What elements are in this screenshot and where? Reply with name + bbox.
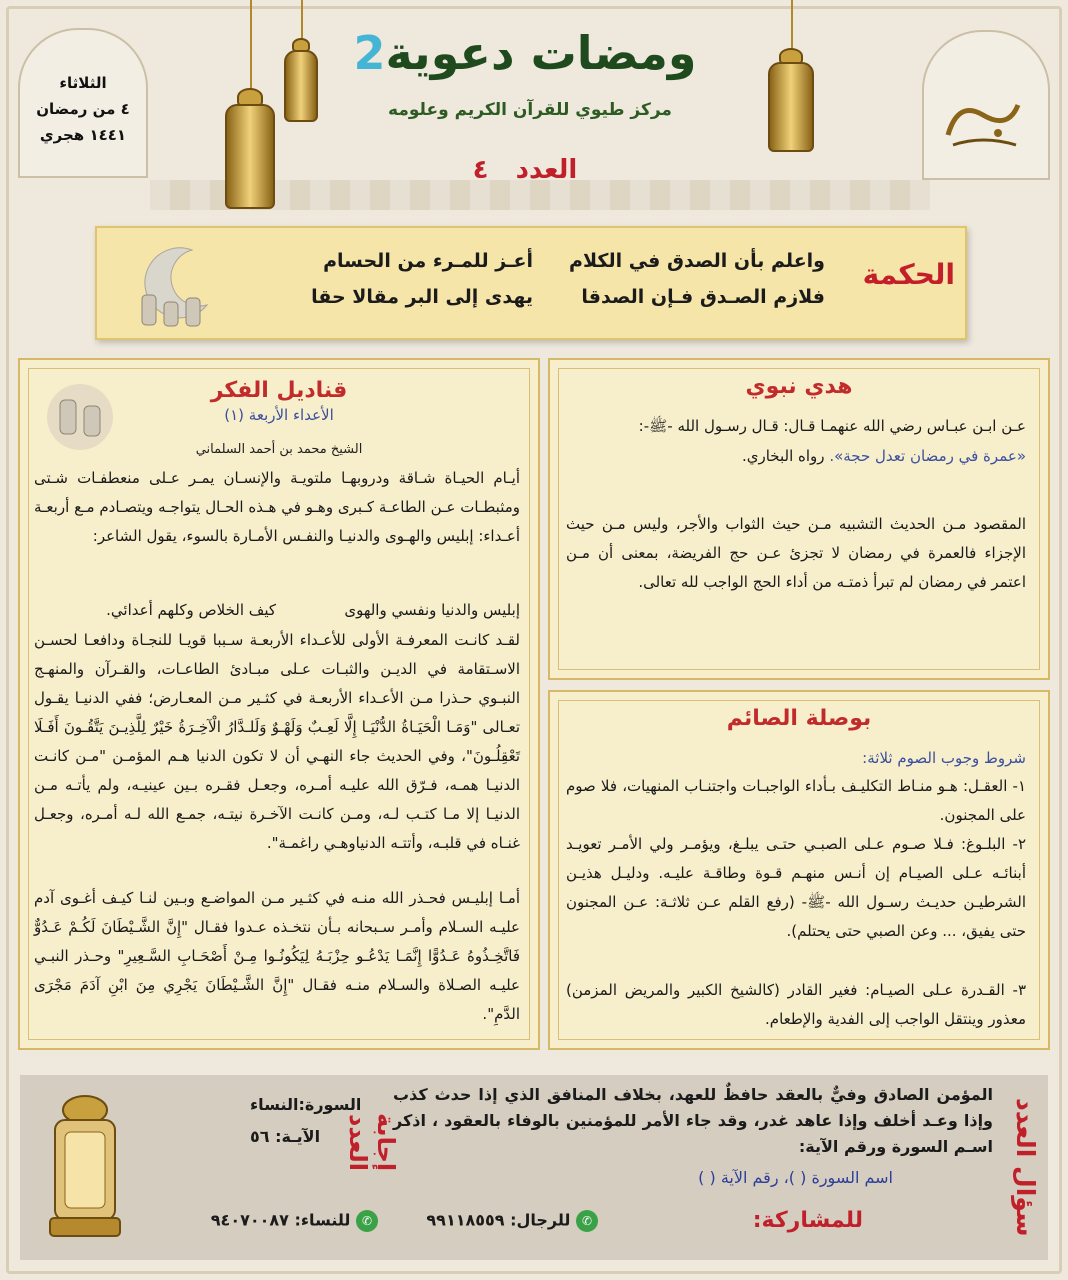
hadith-title: هدي نبوي — [745, 374, 853, 399]
article-subtitle: الأعداء الأربعة (١) — [224, 406, 334, 424]
compass-box — [548, 690, 1050, 1050]
participation-text: للمشاركة: — [752, 1208, 863, 1233]
answer-fill-prompt: اسم السورة ( )، رقم الآية ( ) — [698, 1168, 893, 1187]
ramadan-kareem-logo — [938, 95, 1028, 155]
lantern-icon — [768, 0, 814, 160]
article-para-3: أمـا إبليـس فحـذر الله منـه في كثـير مـن المواضـع وبـين لنـا كيـف أغـوى آدم عليـه السـلام وأمـر سـبحانه بـأن نتخـذه عـدوا فقـال "إِنَّ الشَّـيْطَانَ لَكُـمْ عَـدُوٌّ فَاتَّخِـذُوهُ عَـدُوًّا إِنَّمَـا يَدْعُـو حِزْبَـهُ لِيَكُونُـوا مِـنْ أَصْحَـابِ السَّـعِيرِ" وحـذر النبـي عليـه الصـلاة والسـلام منـه فقـال "إِنَّ الشَّـيْطَانَ يَجْرِي مِنَ ابْنِ آدَمَ مَجْرَى الدَّمِ". — [34, 889, 520, 1023]
date-box — [28, 70, 138, 148]
men-contact[interactable] — [426, 1210, 598, 1232]
compass-heading: شروط وجوب الصوم ثلاثة: — [862, 749, 1026, 767]
hadith-quote-line — [566, 442, 1026, 471]
crescent-lanterns-icon — [132, 240, 222, 330]
whatsapp-icon: ✆ — [576, 1210, 598, 1232]
header — [0, 0, 1068, 220]
question-title: سؤال العدد — [1011, 1097, 1040, 1237]
date-day-month: ٤ من رمضان — [36, 100, 130, 118]
compass-condition-3: ٣- القـدرة عـلى الصيـام: فغير القادر (كالشيخ الكبير والمريض المزمن) معذور وينتقل الواجب إلى الفدية والإطعام. — [566, 981, 1026, 1028]
title-number: 2 — [353, 26, 386, 80]
date-day: الثلاثاء — [59, 74, 107, 92]
compass-condition-1: ١- العقـل: هـو منـاط التكليـف بـأداء الواجبـات واجتنـاب المنهيات، فلا صوم على المجنون. — [566, 777, 1026, 824]
women-number: للنساء: ٩٤٠٧٠٠٨٧ — [210, 1210, 351, 1230]
men-number: للرجال: ٩٩١١٨٥٥٩ — [426, 1210, 571, 1230]
article-box — [18, 358, 540, 1050]
hadith-line1: عـن ابـن عبـاس رضي الله عنهمـا قـال: قـال رسـول الله -ﷺ-: — [638, 417, 1026, 435]
date-year: ١٤٤١ هجري — [39, 126, 127, 144]
hadith-explanation: المقصود مـن الحديث التشبيه مـن حيث الثواب والأجر، وليس مـن حيث الإجزاء فالعمرة في رمضان لا تجزئ عـن حج الفريضة، بمعنى أن مـن اعتمر في رمضان لم تبرأ ذمتـه من أداء الحج الواجب لله تعالى. — [566, 515, 1026, 591]
question-text: المؤمن الصادق وفيٌّ بالعقد حافظٌ للعهد، بخلاف المنافق الذي إذا حدث كذب وإذا وعـد أخلف وإذا عاهد غدر، وقد جاء الأمر للمؤمنين بالوفاء بالعقود ، اذكر اسـم السورة ورقم الآية: — [393, 1085, 993, 1156]
compass-condition-2: ٢- البلـوغ: فـلا صـوم عـلى الصبـي حتـى يبلـغ، ويؤمـر ولي الأمـر تعويـد أبنائـه عـلى الصيـام إن أنـس منهـم قـوة وطاقـة عليـه. ودليـل هذيـن الشرطيـن حديـث رسـول الله -ﷺ- (رفع القلم عـن ثلاثـة: عـن المجنون حتى يفيق، ... وعن الصبي حتى يحتلم). — [566, 835, 1026, 940]
answer-ayah: الآيـة: ٥٦ — [250, 1127, 321, 1146]
hikma-box — [95, 226, 967, 340]
article-title: قناديل الفكر — [210, 378, 348, 403]
issue-word: العدد — [515, 155, 578, 185]
women-contact[interactable] — [211, 1210, 378, 1232]
main-title — [300, 26, 750, 80]
verse-2-left: يهدى إلى البر مقالا حقا — [311, 286, 533, 308]
article-author: الشيخ محمد بن أحمد السلماني — [195, 442, 363, 457]
poem-right: إبليس والدنيا ونفسي والهوى — [344, 601, 520, 619]
lantern-icon — [40, 1090, 130, 1250]
answer-title: إجابة العدد — [344, 1112, 400, 1172]
hadith-source: رواه البخاري. — [741, 447, 830, 465]
issue-label — [450, 155, 600, 185]
verse-1-right: واعلم بأن الصدق في الكلام — [569, 250, 825, 272]
subtitle: مركز طيوي للقرآن الكريم وعلومه — [388, 100, 672, 120]
participation-label — [753, 1208, 863, 1233]
lantern-icon — [225, 0, 275, 225]
article-para-1: أيـام الحيـاة شـاقة ودروبهـا ملتويـة والإنسـان يمـر عـلى منعطفـات شـتى ومثبطـات عـن الطاعـة كـبرى وهـو في هـذه الحـال يتواجـه ويتصـادم مـع أربعـة أعـداء: إبليس والهـوى والدنيـا والنفـس الأمـارة بالسوء، يقول الشاعر: — [34, 469, 520, 545]
hikma-title: الحكمة — [862, 258, 955, 291]
verse-1-left: أعـز للمـرء من الحسام — [323, 250, 533, 272]
verse-2-right: فلازم الصـدق فـإن الصدقا — [581, 286, 825, 308]
hadith-quote: «عمرة في رمضان تعدل حجة». — [829, 447, 1026, 465]
whatsapp-icon: ✆ — [356, 1210, 378, 1232]
compass-title: بوصلة الصائم — [726, 706, 872, 731]
hadith-box — [548, 358, 1050, 680]
article-para-2: لقـد كانـت المعرفـة الأولى للأعـداء الأربعـة سـببا قويـا للنجـاة ودافعـا لحسـن الاسـتقامة في الديـن والثبـات عـلى مبـادئ الطاعـات، والقـرآن والمنهـج النبـوي حـذرا مـن الأعـداء الأربعـة في كثـير مـن المعـارض؛ ففي الدنيـا يقـول تعـالى "وَمَـا الْحَيَـاةُ الدُّنْيَـا إِلَّا لَعِـبٌ وَلَهْـوٌ وَلَلـدَّارُ الْآخِـرَةُ خَيْرٌ لِلَّذِيـنَ يَتَّقُـونَ أَفَـلَا تَعْقِلُـونَ"، وفي الحديث جاء النهـي أن لا تكون الدنيا هـم المؤمـن "مـن كانـت الدنيـا همـه، فـرّق الله عليـه أمـره، وجعـل فقـره بـين عينيـه، ولم يأتـه مـن الدنيـا إلا مـا كتـب لـه، ومـن كانـت الآخـرة نيتـه، جمـع الله لـه أمـره، وجعـل غنـاه في قلبـه، وأتتـه الدنياوهـي راغمـة". — [34, 631, 520, 852]
issue-number: ٤ — [472, 155, 489, 185]
answer-surah: السورة:النساء — [250, 1095, 362, 1114]
main-title-text: ومضات دعوية — [385, 26, 697, 80]
poem-left: كيف الخلاص وكلهم أعدائي. — [106, 601, 276, 619]
